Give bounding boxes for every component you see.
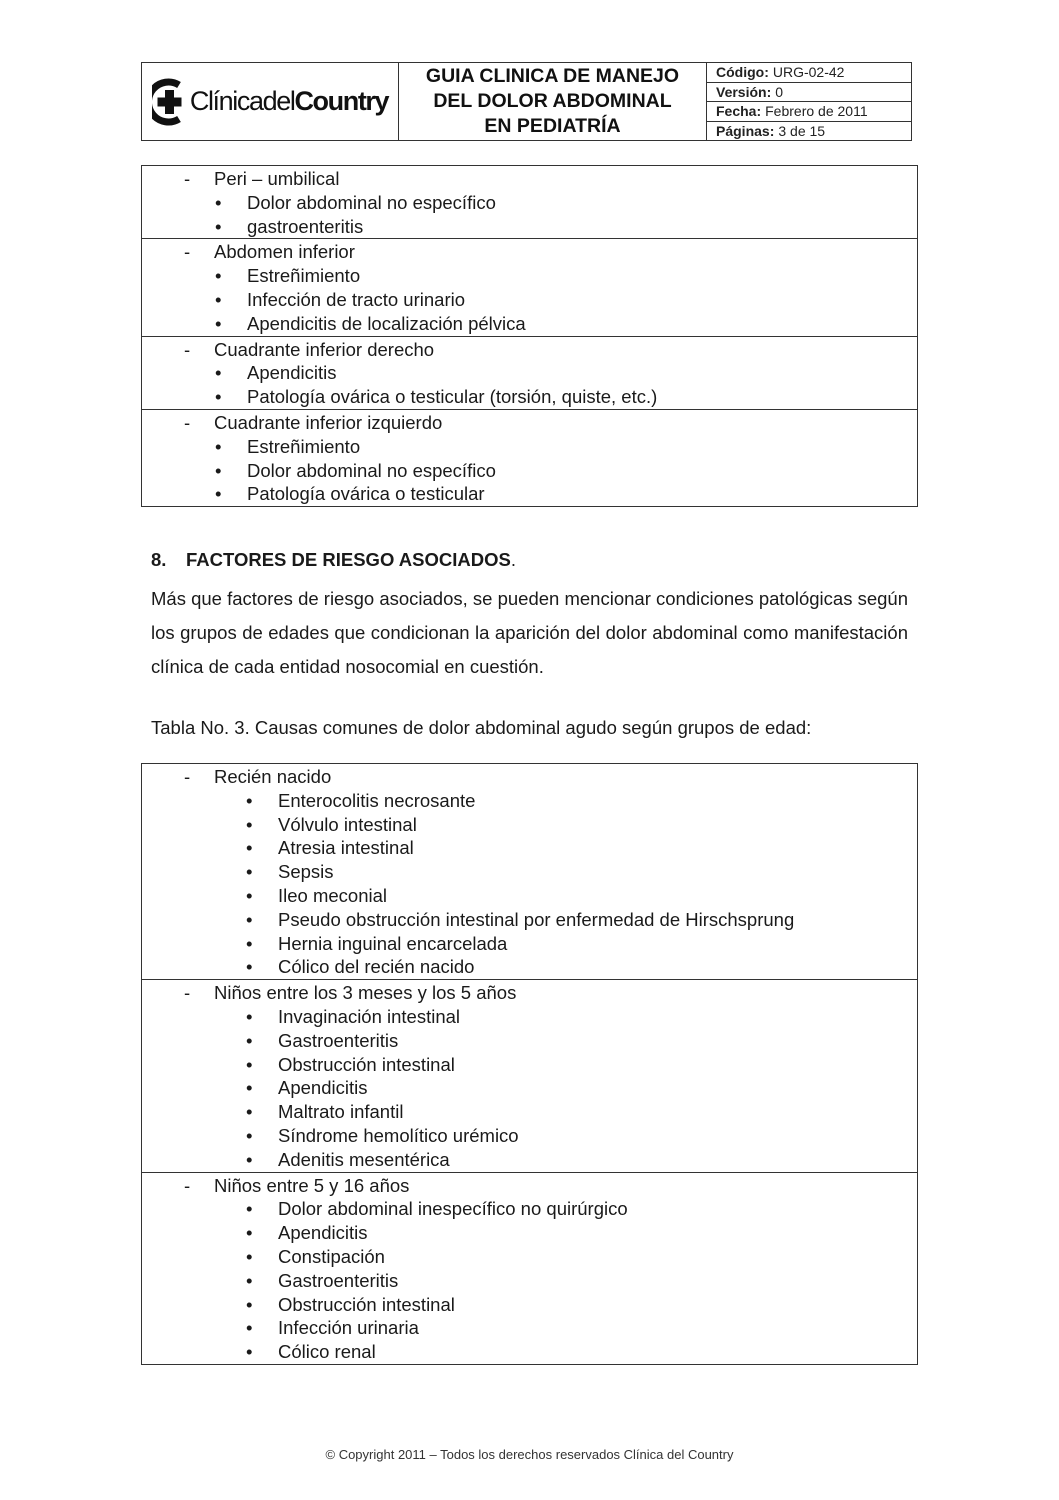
category-title: - Niños entre los 3 meses y los 5 años bbox=[184, 982, 517, 1004]
list-item: • Infección de tracto urinario bbox=[215, 288, 466, 310]
list-item: • Patología ovárica o testicular bbox=[215, 483, 485, 505]
title-line-2: DEL DOLOR ABDOMINAL bbox=[433, 90, 672, 112]
logo-cell bbox=[142, 63, 399, 140]
age-group-causes-table bbox=[141, 763, 918, 1365]
list-item: • Apendicitis bbox=[215, 362, 337, 384]
meta-code: Código: URG-02-42 bbox=[707, 63, 911, 83]
list-item: • Gastroenteritis bbox=[246, 1269, 399, 1291]
clinic-logo bbox=[152, 77, 388, 127]
table-row bbox=[142, 979, 917, 1171]
table-row bbox=[142, 1172, 917, 1364]
list-item: • Apendicitis de localización pélvica bbox=[215, 312, 526, 334]
list-item: • Obstrucción intestinal bbox=[246, 1053, 455, 1075]
category-title: - Abdomen inferior bbox=[184, 241, 355, 263]
list-item: • Obstrucción intestinal bbox=[246, 1293, 455, 1315]
list-item: • Cólico renal bbox=[246, 1341, 376, 1363]
title-line-3: EN PEDIATRÍA bbox=[484, 115, 621, 137]
table-row bbox=[142, 336, 917, 409]
table-row bbox=[142, 764, 917, 979]
category-title: - Peri – umbilical bbox=[184, 168, 340, 189]
copyright-footer: © Copyright 2011 – Todos los derechos reservados Clínica del Country bbox=[325, 1447, 734, 1462]
list-item: • Enterocolitis necrosante bbox=[246, 789, 476, 811]
list-item: • Atresia intestinal bbox=[246, 837, 414, 859]
list-item: • Síndrome hemolítico urémico bbox=[246, 1124, 519, 1146]
section-heading: 8. FACTORES DE RIESGO ASOCIADOS. bbox=[151, 549, 516, 570]
document-header bbox=[141, 62, 912, 141]
category-title: - Cuadrante inferior izquierdo bbox=[184, 411, 443, 433]
list-item: • Maltrato infantil bbox=[246, 1101, 404, 1123]
cross-logo-icon bbox=[152, 77, 186, 127]
document-title bbox=[399, 63, 707, 140]
title-line-1: GUIA CLINICA DE MANEJO bbox=[425, 65, 680, 87]
list-item: • Ileo meconial bbox=[246, 884, 388, 906]
list-item: • Dolor abdominal no específico bbox=[215, 191, 496, 213]
list-item: • Constipación bbox=[246, 1245, 385, 1267]
category-title: - Niños entre 5 y 16 años bbox=[184, 1174, 410, 1196]
list-item: • Pseudo obstrucción intestinal por enfermedad de Hirschsprung bbox=[246, 908, 795, 930]
meta-pages: Páginas: 3 de 15 bbox=[716, 122, 826, 139]
meta-version: Versión: 0 bbox=[707, 83, 911, 103]
list-item: • Dolor abdominal no específico bbox=[215, 459, 496, 481]
list-item: • Vólvulo intestinal bbox=[246, 813, 417, 835]
list-item: • gastroenteritis bbox=[215, 215, 364, 237]
list-item: • Gastroenteritis bbox=[246, 1029, 399, 1051]
list-item: • Dolor abdominal inespecífico no quirúrgico bbox=[246, 1198, 628, 1220]
section-paragraph: Más que factores de riesgo asociados, se pueden mencionar condiciones patológicas según los grupos de edades que condicionan la aparición del dolor abdominal como manifestación clínica de cada entidad nosocomial en cuestión. bbox=[151, 588, 908, 677]
logo-text: ClínicadelCountry bbox=[189, 86, 389, 116]
table-row bbox=[142, 166, 917, 238]
category-title: - Recién nacido bbox=[184, 766, 332, 787]
meta-date: Fecha: Febrero de 2011 bbox=[707, 102, 911, 122]
list-item: • Adenitis mesentérica bbox=[246, 1148, 450, 1170]
list-item: • Patología ovárica o testicular (torsión, quiste, etc.) bbox=[215, 386, 658, 408]
list-item: • Estreñimiento bbox=[215, 435, 361, 457]
category-title: - Cuadrante inferior derecho bbox=[184, 338, 435, 360]
list-item: • Invaginación intestinal bbox=[246, 1005, 461, 1027]
list-item: • Cólico del recién nacido bbox=[246, 956, 475, 978]
table-caption: Tabla No. 3. Causas comunes de dolor abdominal agudo según grupos de edad: bbox=[151, 717, 812, 738]
document-meta bbox=[707, 63, 911, 140]
list-item: • Apendicitis bbox=[246, 1077, 368, 1099]
table-row bbox=[142, 238, 917, 335]
list-item: • Infección urinaria bbox=[246, 1317, 419, 1339]
list-item: • Hernia inguinal encarcelada bbox=[246, 932, 508, 954]
table-row bbox=[142, 409, 917, 506]
list-item: • Sepsis bbox=[246, 861, 334, 883]
location-causes-table bbox=[141, 165, 918, 507]
list-item: • Apendicitis bbox=[246, 1222, 368, 1244]
list-item: • Estreñimiento bbox=[215, 265, 361, 287]
